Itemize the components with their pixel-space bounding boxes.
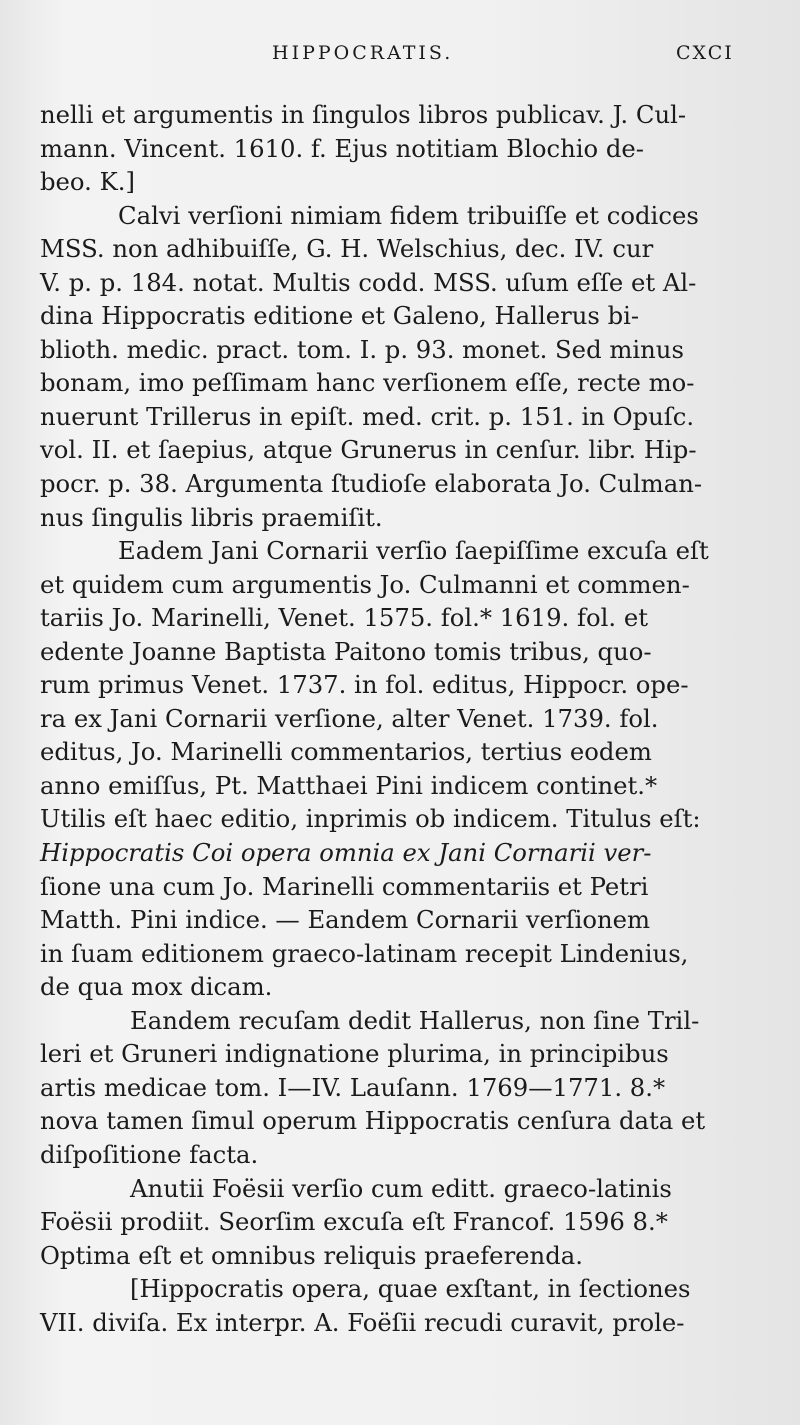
paragraph-start-line: Anutii Foësii verſio cum editt. graeco-latinis	[130, 1173, 672, 1203]
text-line: nelli et argumentis in ſingulos libros publicav. J. Cul-	[40, 100, 687, 129]
body-text	[40, 98, 745, 1339]
text-line: diſpoſitione facta.	[40, 1139, 259, 1169]
text-line: bonam, imo peſſimam hanc verſionem eſſe, recte mo-	[40, 368, 695, 398]
text-line: edente Joanne Baptista Paitono tomis tribus, quo-	[40, 636, 652, 666]
text-line: de qua mox dicam.	[40, 972, 273, 1002]
text-line: Foësii prodiit. Seorſim excuſa eſt Francof. 1596 8.*	[40, 1207, 668, 1237]
text-line: tariis Jo. Marinelli, Venet. 1575. fol.* 1619. fol. et	[40, 603, 648, 633]
text-line: ſione una cum Jo. Marinelli commentariis et Petri	[40, 871, 649, 901]
text-line: et quidem cum argumentis Jo. Culmanni et commen-	[40, 569, 690, 599]
paragraph-start-line: Eadem Jani Cornarii verſio ſaepiſſime excuſa eſt	[118, 536, 709, 566]
text-line: in ſuam editionem graeco-latinam recepit Lindenius,	[40, 938, 689, 968]
text-line: blioth. medic. pract. tom. I. p. 93. monet. Sed minus	[40, 334, 684, 364]
text-line: nova tamen ſimul operum Hippocratis cenſura data et	[40, 1106, 706, 1136]
text-line: beo. K.]	[40, 167, 135, 197]
text-line: Matth. Pini indice. — Eandem Cornarii verſionem	[40, 905, 651, 935]
text-line: V. p. p. 184. notat. Multis codd. MSS. uſum eſſe et Al-	[40, 267, 697, 297]
text-line: Optima eſt et omnibus reliquis praeferenda.	[40, 1240, 583, 1270]
text-line-italic-title: Hippocratis Coi opera omnia ex Jani Cornarii ver-	[40, 838, 652, 868]
text-line: nuerunt Trillerus in epiſt. med. crit. p. 151. in Opuſc.	[40, 401, 695, 431]
page-header	[0, 42, 800, 78]
text-line: nus ſingulis libris praemiſit.	[40, 502, 383, 532]
paragraph-start-line: Calvi verſioni nimiam fidem tribuiſſe et codices	[118, 200, 699, 230]
text-line: editus, Jo. Marinelli commentarios, tertius eodem	[40, 737, 652, 767]
paragraph-start-line: [Hippocratis opera, quae exſtant, in ſectiones	[130, 1274, 691, 1304]
text-line: leri et Gruneri indignatione plurima, in principibus	[40, 1039, 669, 1069]
text-line: VII. diviſa. Ex interpr. A. Foëſii recudi curavit, prole-	[40, 1307, 685, 1337]
text-line: MSS. non adhibuiſſe, G. H. Welschius, dec. IV. cur	[40, 234, 654, 264]
text-line: mann. Vincent. 1610. f. Ejus notitiam Blochio de-	[40, 133, 644, 163]
text-line: anno emiſſus, Pt. Matthaei Pini indicem continet.*	[40, 770, 658, 800]
paragraph-start-line: Eandem recuſam dedit Hallerus, non ſine Tril-	[130, 1005, 700, 1035]
text-line: rum primus Venet. 1737. in fol. editus, Hippocr. ope-	[40, 670, 689, 700]
text-line: vol. II. et ſaepius, atque Grunerus in cenſur. libr. Hip-	[40, 435, 697, 465]
text-line: artis medicae tom. I—IV. Lauſann. 1769—1771. 8.*	[40, 1072, 666, 1102]
text-line: Utilis eſt haec editio, inprimis ob indicem. Titulus eſt:	[40, 804, 701, 834]
page-number: CXCI	[676, 42, 734, 64]
text-line: pocr. p. 38. Argumenta ſtudioſe elaborata Jo. Culman-	[40, 469, 703, 499]
text-line: ra ex Jani Cornarii verſione, alter Venet. 1739. fol.	[40, 703, 659, 733]
text-line: dina Hippocratis editione et Galeno, Hallerus bi-	[40, 301, 640, 331]
running-title: HIPPOCRATIS.	[272, 42, 454, 64]
